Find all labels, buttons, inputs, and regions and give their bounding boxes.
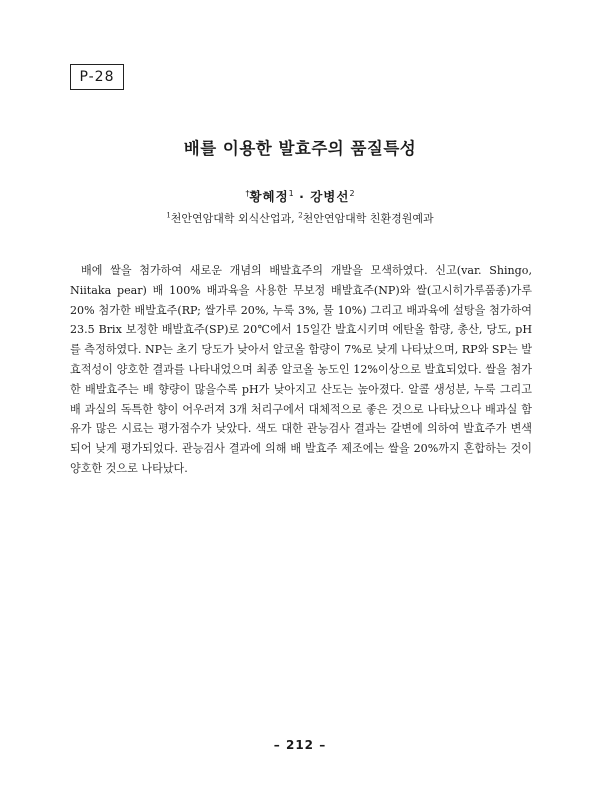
paper-title: 배를 이용한 발효주의 품질특성 (183, 139, 417, 158)
author-name-2: 강병선 (310, 189, 350, 204)
author-affiliation-1: 1 (288, 188, 294, 198)
page-number: – 212 – (273, 738, 327, 752)
author-line (0, 187, 600, 205)
abstract-text: 배에 쌀을 첨가하여 새로운 개념의 배발효주의 개발을 모색하였다. 신고(var. Shingo, Niitaka pear) 배 100% 배과육을 사용한 무보정 배발효주(NP)와 쌀(고시히가루품종)가루 20% 첨가한 배발효주(RP; 쌀가루 20%, 누룩 3%, 물 10%) 그리고 배과육에 설탕을 첨가하여 23.5 Brix 보정한 배발효주(SP)로 20℃에서 15일간 발효시키며 에탄올 함량, 총산, 당도, pH를 측정하였다. NP는 초기 당도가 낮아서 알코올 함량이 7%로 낮게 나타났으며, RP와 SP는 발효적성이 양호한 결과를 나타내었으며 최종 알코올 농도인 12%이상으로 발효되었다. 쌀을 첨가한 배발효주는 배 향량이 많을수록 pH가 낮아지고 산도는 높아졌다. 알콜 생성분, 누룩 그리고 배 과실의 독특한 향이 어우러져 3개 처리구에서 대체적으로 좋은 것으로 나타났으나 배과실 함유가 많은 시료는 평가점수가 낮았다. 색도 대한 관능검사 결과는 갈변에 의하여 발효주가 변색되어 낮게 평가되었다. 관능검사 결과에 의해 배 발효주 제조에는 쌀을 20%까지 혼합하는 것이 양호한 것으로 나타났다. (70, 264, 532, 475)
affiliation-number-1: 1 (166, 211, 171, 220)
author-affiliation-2: 2 (349, 188, 355, 198)
poster-label (70, 64, 124, 90)
affiliation-name-1: 천안연암대학 외식산업과, (170, 212, 295, 225)
affiliation-number-2: 2 (298, 211, 303, 220)
affiliation-line (0, 210, 600, 226)
corresponding-author-mark: † (245, 188, 250, 198)
poster-label-text: P-28 (79, 69, 115, 85)
author-name-1: 황혜정 (249, 189, 289, 204)
affiliation-name-2: 천안연암대학 친환경원예과 (302, 212, 434, 225)
author-separator: · (299, 189, 305, 204)
